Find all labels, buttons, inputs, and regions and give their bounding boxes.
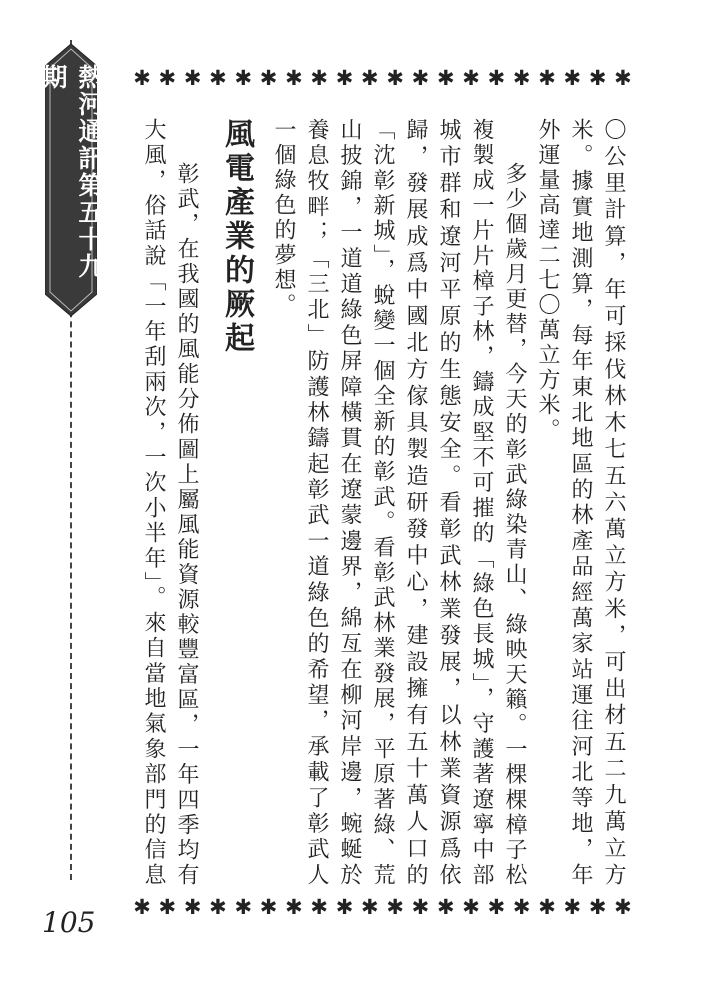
asterisk-ornament-icon: ✱: [234, 895, 253, 919]
asterisk-ornament-icon: ✱: [183, 895, 202, 919]
paragraph-wind-power: 彰武，在我國的風能分佈圖上屬風能資源較豐富區，一年四季均有大風，俗話說「一年刮兩次，一次小半年」。來自當地氣象部門的信息: [141, 118, 199, 888]
asterisk-ornament-icon: ✱: [133, 66, 151, 90]
asterisk-ornament-icon: ✱: [158, 66, 177, 90]
asterisk-ornament-icon: ✱: [614, 66, 632, 90]
asterisk-ornament-icon: ✱: [361, 895, 379, 919]
section-tab-label: 熱河通訊第五十九期: [39, 64, 104, 280]
asterisk-ornament-icon: ✱: [588, 895, 607, 919]
asterisk-ornament-icon: ✱: [588, 66, 607, 90]
asterisk-ornament-icon: ✱: [462, 895, 480, 919]
asterisk-ornament-icon: ✱: [259, 895, 278, 919]
asterisk-ornament-icon: ✱: [310, 66, 328, 90]
asterisk-ornament-icon: ✱: [209, 895, 227, 919]
asterisk-ornament-icon: ✱: [487, 895, 506, 919]
asterisk-ornament-icon: ✱: [158, 895, 177, 919]
paragraph-continuation: 〇公里計算，年可採伐林木七五六萬立方米，可出材五二九萬立方米。據實地測算，每年東北地區的林產品經萬家站運往河北等地，年外運量高達二七〇萬立方米。: [535, 118, 626, 888]
paragraph-forest: 多少個歲月更替，今天的彰武綠染青山、綠映天籟。一棵棵樟子松複製成一片片樟子林，鑄成堅不可摧的「綠色長城」，守護著遼寧中部城市群和遼河平原的生態安全。看彰武林業發展，以林業資源爲依歸，發展成爲中國北方傢具製造研發中心，建設擁有五十萬人口的「沈彰新城」，蛻變一個全新的彰武。看彰武林業發展，平原著綠、荒山披錦，一道道綠色屏障橫貫在遼蒙邊界，綿亙在柳河岸邊，蜿蜒於養息牧畔；「三北」防護林鑄起彰武一道綠色的希望，承載了彰武人一個綠色的夢想。: [271, 118, 527, 888]
top-ornament-row: [130, 64, 635, 92]
asterisk-ornament-icon: ✱: [361, 66, 379, 90]
asterisk-ornament-icon: ✱: [436, 66, 455, 90]
asterisk-ornament-icon: ✱: [538, 66, 556, 90]
asterisk-ornament-icon: ✱: [386, 895, 404, 919]
asterisk-ornament-icon: ✱: [411, 895, 430, 919]
page-number: 105: [42, 906, 96, 939]
asterisk-ornament-icon: ✱: [563, 895, 582, 919]
asterisk-ornament-icon: ✱: [386, 66, 404, 90]
asterisk-ornament-icon: ✱: [259, 66, 278, 90]
asterisk-ornament-icon: ✱: [335, 66, 354, 90]
asterisk-ornament-icon: ✱: [538, 895, 556, 919]
asterisk-ornament-icon: ✱: [133, 895, 151, 919]
asterisk-ornament-icon: ✱: [310, 895, 328, 919]
asterisk-ornament-icon: ✱: [563, 66, 582, 90]
asterisk-ornament-icon: ✱: [183, 66, 202, 90]
asterisk-ornament-icon: ✱: [285, 66, 303, 90]
bottom-ornament-row: [130, 893, 635, 921]
asterisk-ornament-icon: ✱: [512, 895, 531, 919]
asterisk-ornament-icon: ✱: [462, 66, 480, 90]
asterisk-ornament-icon: ✱: [487, 66, 506, 90]
asterisk-ornament-icon: ✱: [335, 895, 354, 919]
asterisk-ornament-icon: ✱: [209, 66, 227, 90]
asterisk-ornament-icon: ✱: [234, 66, 253, 90]
asterisk-ornament-icon: ✱: [411, 66, 430, 90]
asterisk-ornament-icon: ✱: [436, 895, 455, 919]
section-heading: 風電產業的厥起: [219, 118, 254, 356]
article-body: [140, 118, 630, 888]
asterisk-ornament-icon: ✱: [512, 66, 531, 90]
asterisk-ornament-icon: ✱: [614, 895, 632, 919]
asterisk-ornament-icon: ✱: [285, 895, 303, 919]
section-tab: [39, 44, 104, 316]
